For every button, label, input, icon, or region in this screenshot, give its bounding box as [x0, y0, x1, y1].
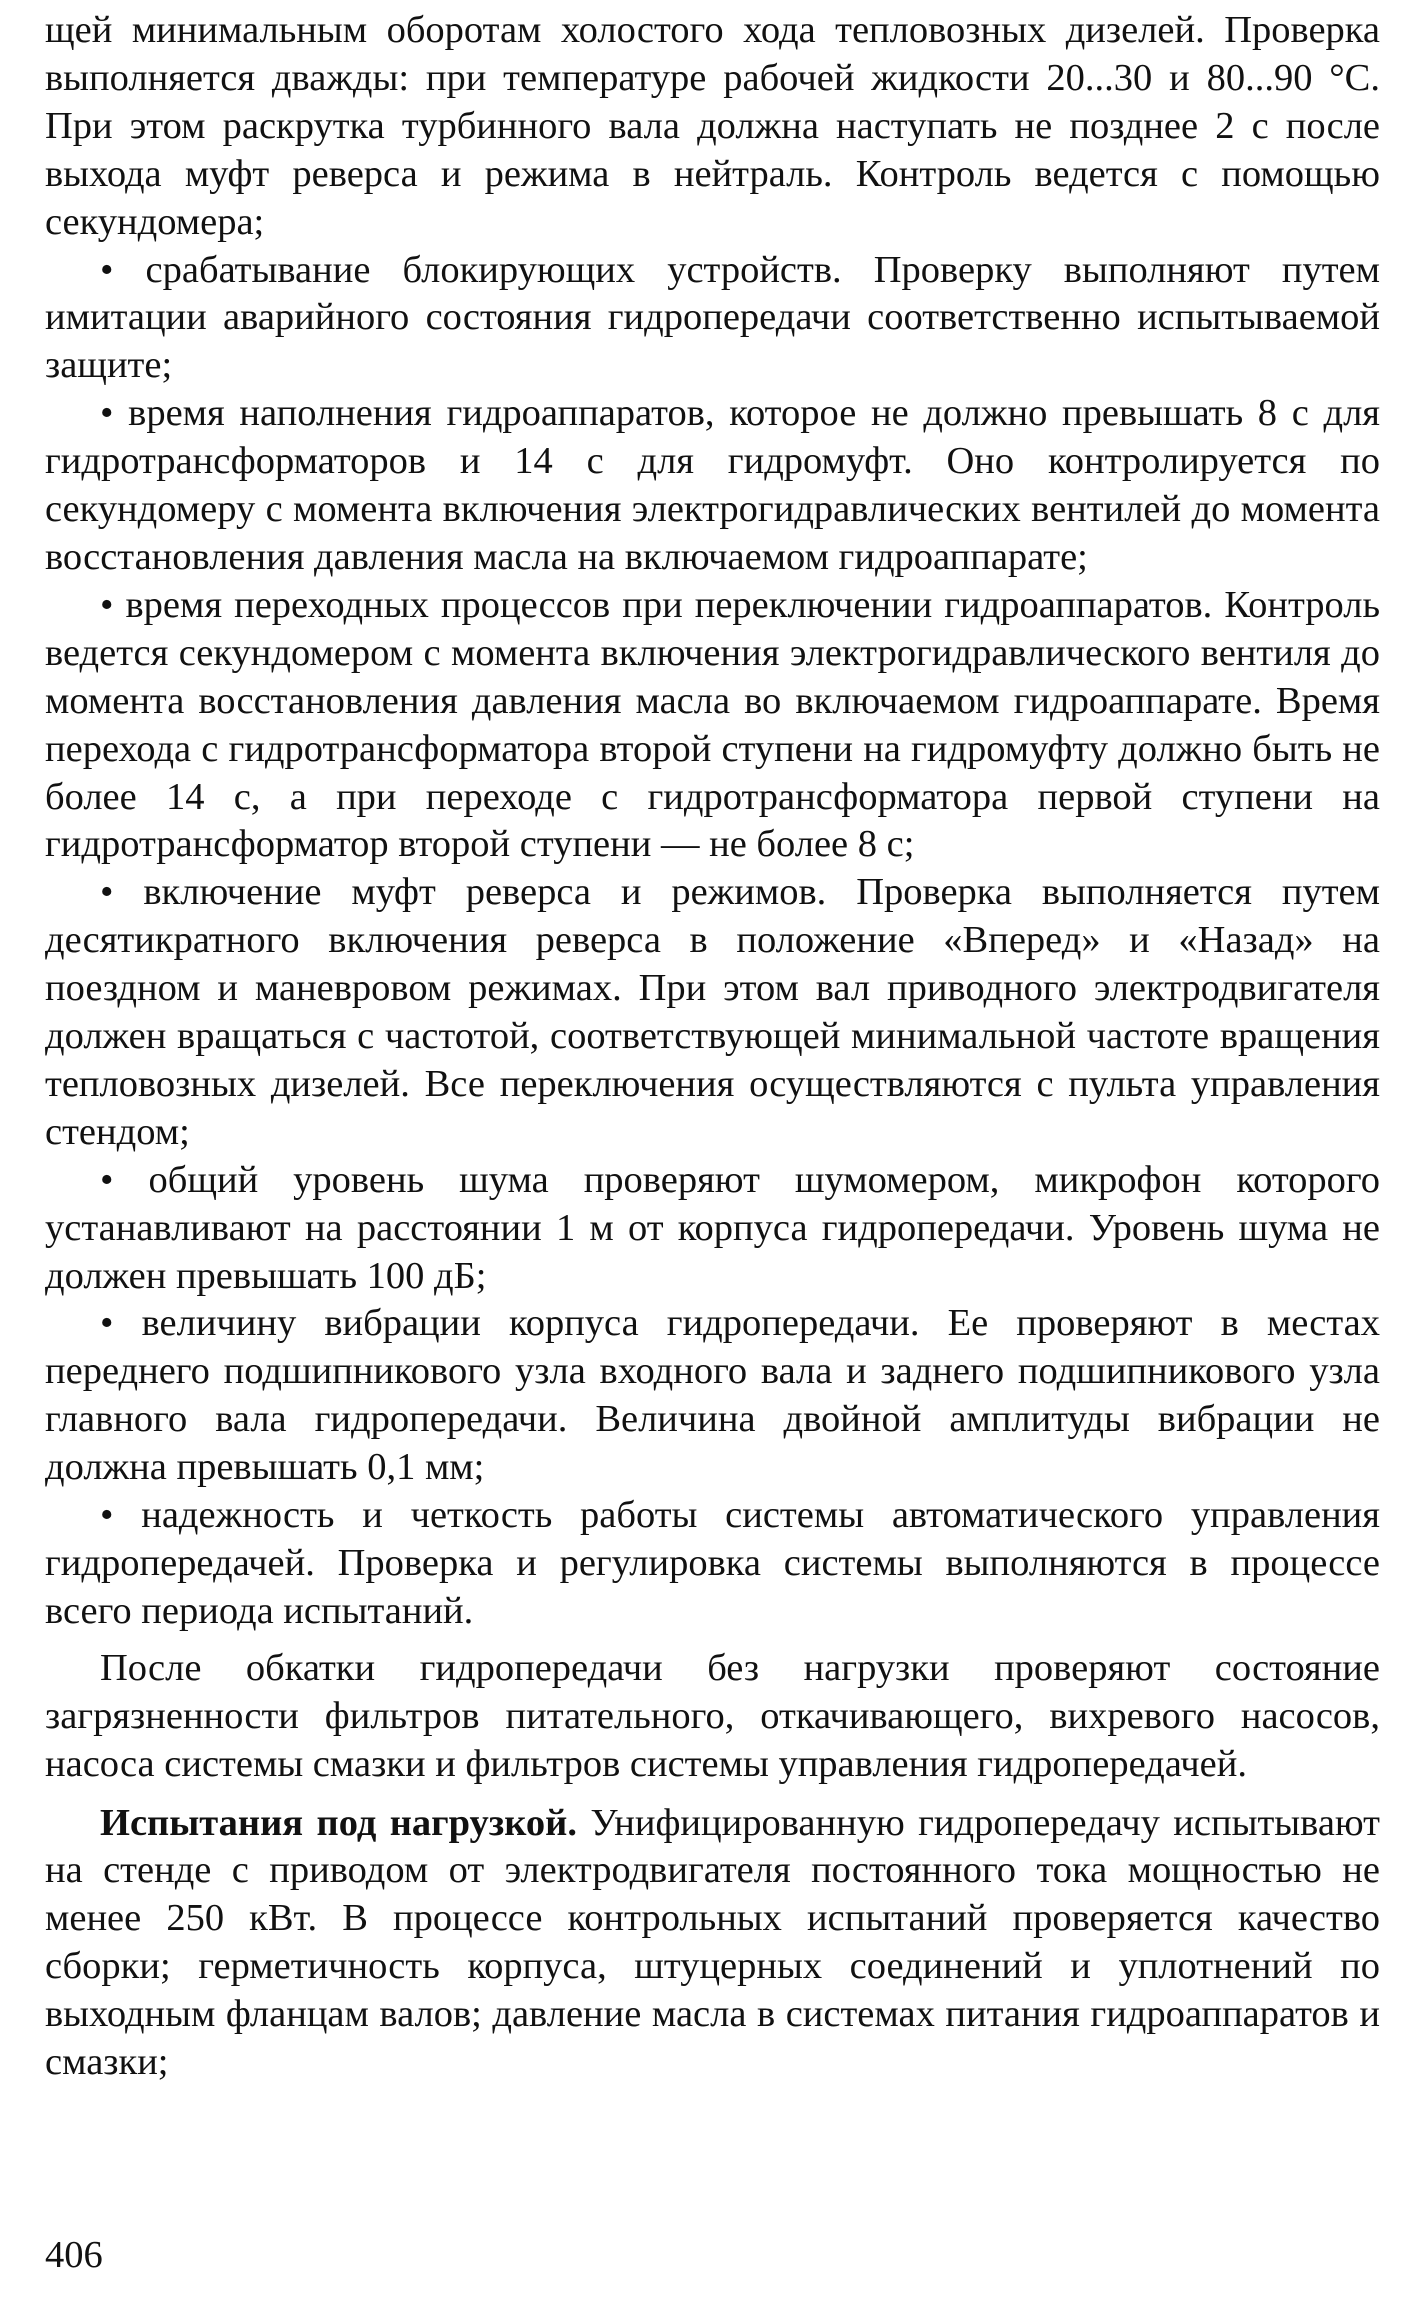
bullet-vibration: • величину вибрации корпуса гидропередачи. Ее проверяют в местах переднего подшипникового узла входного вала и заднего подшипникового узла главного вала гидропередачи. Величина двойной амплитуды вибрации не должна превышать 0,1 мм; [45, 1302, 1380, 1489]
paragraph-load-test [45, 1800, 1380, 2087]
load-test-text: Унифицированную гидропередачу испытывают на стенде с приводом от электродвигателя постоянного тока мощностью не менее 250 кВт. В процессе контрольных испытаний проверяется качество сборки; герметичность корпуса, штуцерных соединений и уплотнений по выходным фланцам валов; давление масла в системах питания гидроаппаратов и смазки; [45, 1801, 1380, 2084]
page-number: 406 [45, 2234, 103, 2276]
load-test-heading: Испытания под нагрузкой. [100, 1801, 577, 1844]
paragraph-after-runin: После обкатки гидропередачи без нагрузки проверяют состояние загрязненности фильтров питательного, откачивающего, вихревого насосов, насоса системы смазки и фильтров системы управления гидропередачей. [45, 1646, 1380, 1785]
paragraph-continuation: щей минимальным оборотам холостого хода тепловозных дизелей. Проверка выполняется дважды: при температуре рабочей жидкости 20...30 и 80...90 °С. При этом раскрутка турбинного вала должна наступать не позднее 2 с после выхода муфт реверса и режима в нейтраль. Контроль ведется с помощью секундомера; [45, 9, 1380, 243]
bullet-filling-time: • время наполнения гидроаппаратов, которое не должно превышать 8 с для гидротрансформаторов и 14 с для гидромуфт. Оно контролируется по секундомеру с момента включения электрогидравлических вентилей до момента восстановления давления масла на включаемом гидроаппарате; [45, 392, 1380, 578]
body-text [45, 7, 1380, 2087]
bullet-blocking-devices: • срабатывание блокирующих устройств. Проверку выполняют путем имитации аварийного состояния гидропередачи соответственно испытываемой защите; [45, 248, 1380, 387]
bullet-transient-time: • время переходных процессов при переключении гидроаппаратов. Контроль ведется секундомером с момента включения электрогидравлического вентиля до момента восстановления давления масла во включаемом гидроаппарате. Время перехода с гидротрансформатора второй ступени на гидромуфту должно быть не более 14 с, а при переходе с гидротрансформатора первой ступени на гидротрансформатор второй ступени — не более 8 с; [45, 583, 1380, 866]
bullet-reverse-clutches: • включение муфт реверса и режимов. Проверка выполняется путем десятикратного включения реверса в положение «Вперед» и «Назад» на поездном и маневровом режимах. При этом вал приводного электродвигателя должен вращаться с частотой, соответствующей минимальной частоте вращения тепловозных дизелей. Все переключения осуществляются с пульта управления стендом; [45, 871, 1380, 1153]
bullet-noise-level: • общий уровень шума проверяют шумомером, микрофон которого устанавливают на расстоянии 1 м от корпуса гидропередачи. Уровень шума не должен превышать 100 дБ; [45, 1158, 1380, 1297]
bullet-reliability: • надежность и четкость работы системы автоматического управления гидропередачей. Проверка и регулировка системы выполняются в процессе всего периода испытаний. [45, 1494, 1380, 1632]
